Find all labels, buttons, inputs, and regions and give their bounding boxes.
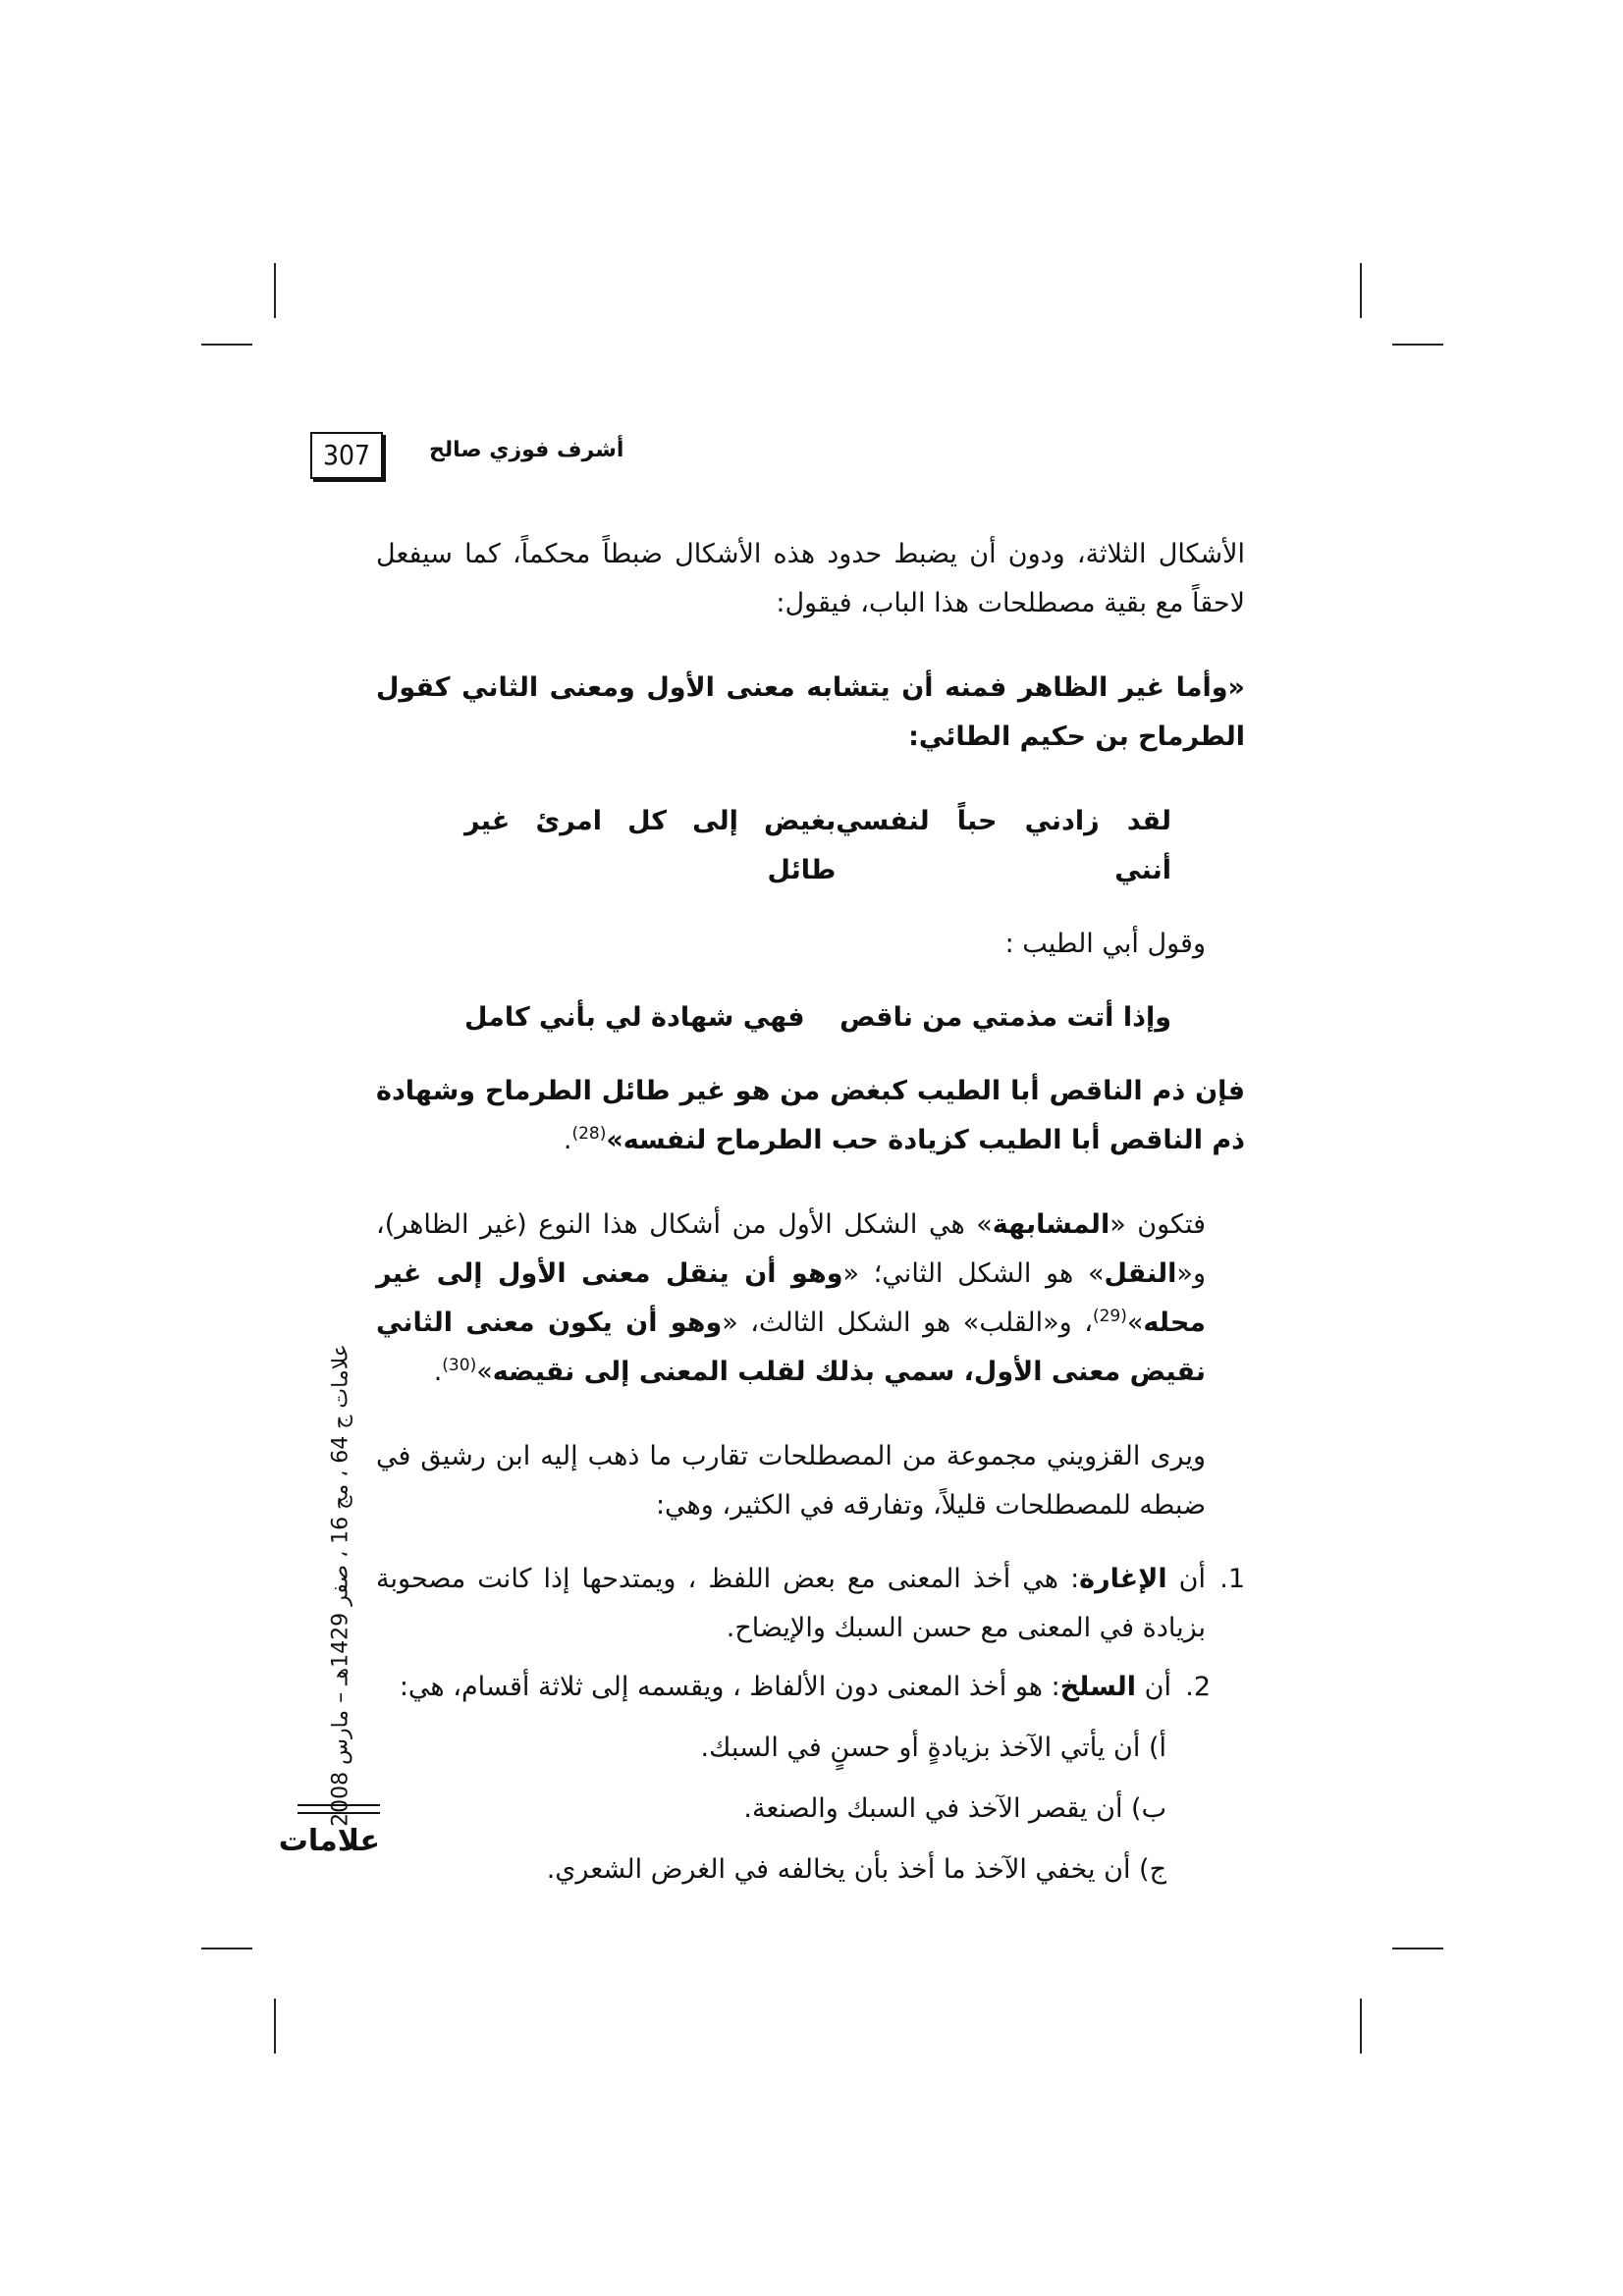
page-header — [306, 432, 1249, 483]
sub-item-b: ب) أن يقصر الآخذ في السبك والصنعة. — [743, 1793, 1166, 1824]
verse-abu-tayyib-second-hemistich: فهي شهادة لي بأني كامل — [464, 1002, 805, 1033]
crop-mark-top-left-horizontal — [201, 344, 252, 346]
journal-logo: علامات — [278, 1824, 380, 1858]
text-run: » — [476, 1357, 493, 1387]
footnote-ref-29: (29) — [1092, 1307, 1127, 1326]
crop-mark-bottom-right-horizontal — [1392, 1948, 1443, 1949]
text-run: » هي الشكل الأول من أشكال هذا النوع (غير الظاهر)، و« — [376, 1209, 1206, 1289]
text-run: . — [433, 1357, 443, 1387]
paragraph-qazwini: ويرى القزويني مجموعة من المصطلحات تقارب ما ذهب إليه ابن رشيق في ضبطه للمصطلحات قليلاً، وتفارقه في الكثير، وهي: — [376, 1441, 1206, 1521]
page-number: 307 — [310, 432, 383, 479]
crop-mark-bottom-right-vertical — [1360, 1999, 1362, 2054]
crop-mark-top-right-vertical — [1360, 263, 1362, 318]
term-salkh: السلخ — [1059, 1672, 1137, 1702]
text-run: » هو الشكل الثاني؛ « — [842, 1258, 1105, 1289]
text-run: ، و«القلب» هو الشكل الثالث، « — [722, 1308, 1093, 1338]
paragraph-forms — [376, 1201, 1245, 1397]
text-run: : هي أخذ المعنى مع بعض اللفظ ، ويمتدحها إذا كانت مصحوبة بزيادة في المعنى مع حسن السبك والإيضاح. — [376, 1564, 1206, 1643]
text-run: » — [1126, 1308, 1144, 1338]
verse-intro-abu-tayyib: وقول أبي الطيب : — [1004, 929, 1206, 959]
list-number-1: 1. — [1219, 1564, 1245, 1594]
verse-abu-tayyib — [376, 993, 1245, 1042]
crop-mark-top-left-vertical — [274, 263, 276, 318]
sub-item-a: أ) أن يأتي الآخذ بزيادةٍ أو حسنٍ في السبك. — [700, 1733, 1166, 1763]
term-naql: النقل — [1104, 1258, 1177, 1289]
definition-naql: وهو أن ينقل معنى الأول إلى غير محله — [376, 1258, 1206, 1338]
quote-ibn-rashiq: «وأما غير الظاهر فمنه أن يتشابه معنى الأول ومعنى الثاني كقول الطرماح بن حكيم الطائي: — [376, 672, 1245, 752]
crop-mark-top-right-horizontal — [1392, 344, 1443, 346]
footnote-ref-30: (30) — [442, 1356, 477, 1375]
journal-issue-info: علامات ج 64 ، مج 16 ، صفر 1429هـ – مارس 2008 — [328, 1344, 353, 1827]
text-run: : هو أخذ المعنى دون الألفاظ ، ويقسمه إلى ثلاثة أقسام، هي: — [399, 1672, 1060, 1702]
journal-sidebar — [316, 1344, 365, 1827]
verse-abu-tayyib-first-hemistich: وإذا أتت مذمتي من ناقص — [839, 1002, 1171, 1033]
list-item-salkh — [376, 1663, 1245, 1712]
author-name: أشرف فوزي صالح — [429, 438, 624, 462]
sub-item-c: ج) أن يخفي الآخذ ما أخذ بأن يخالفه في الغرض الشعري. — [546, 1854, 1166, 1885]
term-ighara: الإغارة — [1079, 1564, 1167, 1594]
footnote-ref-28: (28) — [571, 1124, 607, 1144]
term-mushabaha: المشابهة — [992, 1209, 1110, 1240]
text-run: أن — [1166, 1564, 1206, 1594]
definition-qalb: وهو أن يكون معنى الثاني نقيض معنى الأول، سمي بذلك لقلب المعنى إلى نقيضه — [376, 1308, 1206, 1387]
crop-mark-bottom-left-vertical — [274, 1999, 276, 2054]
quote-conclusion-text: فإن ذم الناقص أبا الطيب كبغض من هو غير طائل الطرماح وشهادة ذم الناقص أبا الطيب كزيادة حب الطرماح لنفسه» — [376, 1076, 1245, 1155]
verse-tirmah — [376, 797, 1245, 895]
text-run: فتكون « — [1109, 1209, 1206, 1240]
text-run: أن — [1136, 1672, 1171, 1702]
verse-tirmah-first-hemistich: لقد زادني حباً لنفسي أنني — [836, 806, 1171, 885]
verse-tirmah-second-hemistich: بغيض إلى كل امرئ غير طائل — [464, 806, 837, 885]
paragraph-intro: الأشكال الثلاثة، ودون أن يضبط حدود هذه الأشكال ضبطاً محكماً، كما سيفعل لاحقاً مع بقية مصطلحات هذا الباب، فيقول: — [376, 539, 1245, 618]
list-number-2: 2. — [1185, 1672, 1211, 1702]
page-body — [376, 530, 1245, 1895]
sidebar-divider — [298, 1804, 380, 1814]
crop-mark-bottom-left-horizontal — [201, 1948, 252, 1949]
quote-conclusion: فإن ذم الناقص أبا الطيب كبغض من هو غير طائل الطرماح وشهادة ذم الناقص أبا الطيب كزيادة حب الطرماح لنفسه»$^{(28)}$. — [376, 1076, 1245, 1155]
list-item-ighara — [376, 1555, 1245, 1653]
